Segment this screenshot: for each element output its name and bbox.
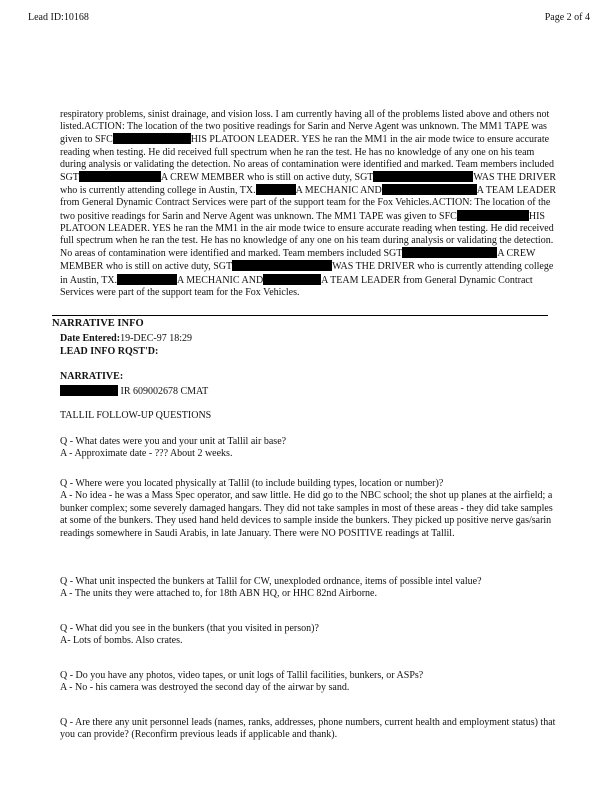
redaction-bar: [79, 171, 161, 182]
answer: A - No - his camera was destroyed the second day of the airwar by sand.: [60, 682, 350, 694]
qa-item: [60, 623, 560, 648]
redaction-bar: [117, 274, 177, 285]
text-segment: respiratory problems, sinist drainage, and vision loss. I am currently having all of the problems listed above and others not listed.ACTION: The location of the two positive readings for Sarin and Nerve Agent was unknown. The MM1 TAPE was given to SFC: [60, 109, 550, 146]
text-segment: A CREW MEMBER who is still on active duty, SGT: [160, 172, 374, 184]
ir-reference: [60, 385, 560, 398]
text-segment: A MECHANIC AND: [177, 274, 264, 286]
answer: A - Approximate date - ??? About 2 weeks.: [60, 448, 233, 460]
text-segment: A CREW MEMBER who is still on active duty, SGT: [60, 248, 536, 273]
lead-info-label: LEAD INFO RQST'D:: [60, 346, 159, 357]
text-segment: WAS THE DRIVER who is currently attending college in Austin, TX.: [60, 261, 554, 286]
section-divider: [52, 315, 548, 316]
redaction-bar: [382, 184, 477, 195]
question: Q - Are there any unit personnel leads (names, ranks, addresses, phone numbers, current health and employment status) that you can provide? (Reconfirm previous leads if applicable and thank).: [60, 717, 556, 741]
question: Q - What did you see in the bunkers (that you visited in person)?: [60, 623, 319, 634]
text-segment: A TEAM LEADER from General Dynamic Contract Services were part of the support team for the Fox Vehicles.: [60, 274, 533, 298]
top-narrative-text: [60, 109, 560, 299]
qa-item: [60, 436, 560, 461]
redaction-bar: [263, 274, 321, 285]
lead-id: Lead ID:10168: [28, 12, 89, 23]
question: Q - Do you have any photos, video tapes, or unit logs of Tallil facilities, bunkers, or ASPs?: [60, 670, 424, 681]
question: Q - What dates were you and your unit at Tallil air base?: [60, 436, 287, 447]
qa-item: [60, 670, 560, 695]
redaction-bar: [402, 247, 497, 258]
answer: A- Lots of bombs. Also crates.: [60, 635, 183, 647]
redaction-bar: [457, 210, 529, 221]
text-segment: WAS THE DRIVER who is currently attending college in Austin, TX.: [60, 172, 557, 197]
redaction-bar: [113, 133, 191, 144]
qa-item: [60, 576, 560, 601]
date-entered-label: Date Entered:: [60, 333, 121, 344]
redaction-bar: [373, 171, 473, 182]
answer: A - The units they were attached to, for 18th ABN HQ, or HHC 82nd Airborne.: [60, 588, 377, 600]
page-number: Page 2 of 4: [544, 12, 590, 23]
redaction-bar: [232, 260, 332, 271]
date-entered-value: 19-DEC-97 18:29: [120, 333, 193, 344]
question: Q - What unit inspected the bunkers at Tallil for CW, unexploded ordnance, items of possible intel value?: [60, 576, 482, 587]
narrative-label: NARRATIVE:: [60, 371, 124, 382]
ir-number: IR 609002678 CMAT: [120, 386, 209, 397]
text-segment: A TEAM LEADER from General Dynamic Contract Services were part of the support team for the Fox Vehicles.ACTION: The location of the two positive readings for Sarin and Nerve Agent was unknown. The MM1 TAPE was given to SFC: [60, 185, 557, 222]
qa-item: [60, 717, 560, 742]
redaction-bar: [60, 385, 118, 396]
question: Q - Where were you located physically at Tallil (to include building types, location or number)?: [60, 478, 444, 489]
date-entered: [60, 333, 560, 345]
narrative-info-heading: NARRATIVE INFO: [52, 318, 144, 329]
text-segment: A MECHANIC AND: [295, 185, 382, 197]
qa-item: [60, 478, 560, 540]
text-segment: HIS PLATOON LEADER. YES he ran the MM1 in the air mode twice to ensure accurate reading when testing. He did received full spectrum when he ran the test. He has no knowledge of any one on his team during analysis or validating the detection. No areas of contamination were identified and marked. Team members included SGT: [60, 134, 554, 184]
followup-title: TALLIL FOLLOW-UP QUESTIONS: [60, 410, 212, 421]
text-segment: HIS PLATOON LEADER. YES he ran the MM1 in the air mode twice to ensure accurate reading when testing. He did received full spectrum when he ran the test. He has no knowledge of any one on his team during analysis or validating the detection. No areas of contamination were identified and marked. Team members included SGT: [60, 210, 554, 260]
redaction-bar: [256, 184, 296, 195]
answer: A - No idea - he was a Mass Spec operator, and saw little. He did go to the NBC school; the shot up planes at the airfield; a bunker complex; some severely damaged hangars. They did not take samples in most of these areas - they did take samples at some of the bunkers. They used hand held devices to sample inside the bunkers. They picked up positive nerve gas/sarin readings somewhere in Saudi Arabis, in late January. There were NO POSITIVE readings at Tallil.: [60, 490, 553, 539]
